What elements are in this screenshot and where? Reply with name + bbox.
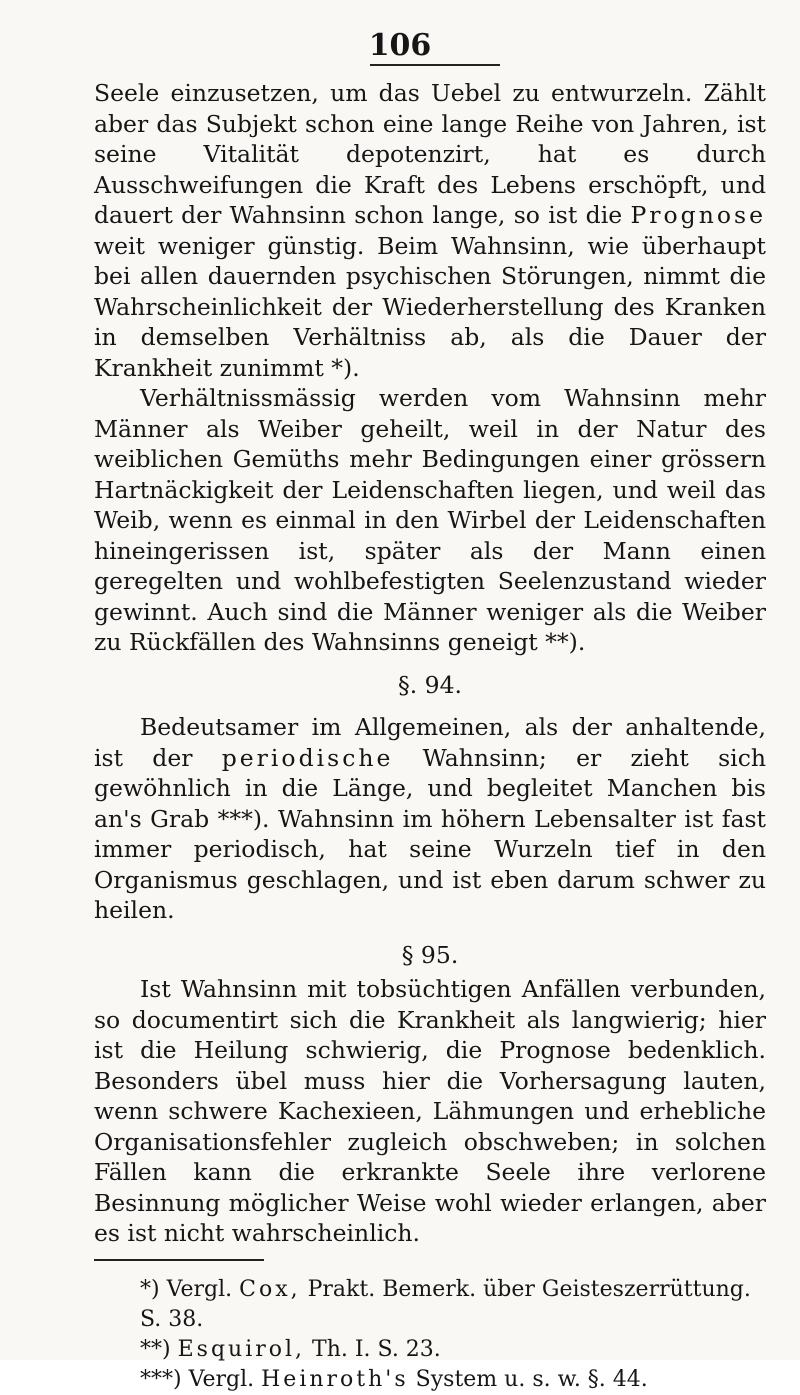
footnote-3-text: System u. s. w. §. 44.	[415, 1366, 648, 1392]
footnote-3-author: Heinroth's	[261, 1366, 409, 1392]
footnote-3-mark: ***)	[140, 1366, 182, 1392]
footnote-rule	[94, 1259, 264, 1261]
paragraph-periodic-end: Wahnsinn; er zieht sich gewöhnlich in die Länge, und begleitet Manchen bis an's Grab ***). Wahnsinn im höhern Lebensalter ist fast immer periodisch, hat seine Wurzeln tief in den Organismus geschlagen, und ist eben darum schwer zu heilen.	[94, 743, 766, 924]
section-heading-94: §. 94.	[397, 670, 463, 699]
footnotes	[94, 1275, 766, 1395]
footnote-1	[94, 1275, 766, 1335]
footnote-3-vergl: Vergl.	[188, 1366, 255, 1392]
paragraph-periodic-start: Bedeutsamer im Allgemeinen, als der anhaltende, ist der	[94, 713, 766, 772]
paragraph-prognosis-text: Seele einzusetzen, um das Uebel zu entwurzeln. Zählt aber das Subjekt schon eine lange Reihe von Jahren, ist seine Vitalität depotenzirt, hat es durch Ausschweifungen die Kraft des Lebens erschöpft, und dauert der Wahnsinn schon lange, so ist die	[94, 79, 766, 229]
footnote-1-mark: *)	[140, 1276, 160, 1302]
footnote-1-vergl: Vergl.	[166, 1276, 233, 1302]
footnote-2	[94, 1335, 766, 1365]
footnote-1-text: Prakt. Bemerk. über Geisteszerrüttung. S. 38.	[140, 1276, 751, 1332]
footnote-1-author: Cox,	[239, 1276, 301, 1302]
footnote-2-mark: **)	[140, 1336, 171, 1362]
section-heading-95: § 95.	[401, 940, 459, 969]
paragraph-prognosis-end: weit weniger günstig. Beim Wahnsinn, wie überhaupt bei allen dauernden psychischen Störungen, nimmt die Wahrscheinlichkeit der Wiederherstellung des Kranken in demselben Verhältniss ab, als die Dauer der Krankheit zunimmt *).	[94, 231, 766, 382]
footnote-2-text: Th. I. S. 23.	[312, 1336, 441, 1362]
spaced-term-periodische: periodische	[221, 743, 394, 772]
paragraph-periodic	[94, 712, 766, 926]
header-rule	[370, 64, 500, 66]
spaced-term-prognose: Prognose	[630, 201, 766, 229]
paragraph-men-women: Verhältnissmässig werden vom Wahnsinn mehr Männer als Weiber geheilt, weil in der Natur des weiblichen Gemüths mehr Bedingungen einer grössern Hartnäckigkeit der Leidenschaften liegen, und weil das Weib, wenn es einmal in den Wirbel der Leidenschaften hineingerissen ist, später als der Mann einen geregelten und wohlbefestigten Seelenzustand wieder gewinnt. Auch sind die Männer weniger als die Weiber zu Rückfällen des Wahnsinns geneigt **).	[94, 384, 766, 656]
page-body	[94, 78, 766, 1395]
page-number: 106	[368, 28, 432, 63]
paragraph-prognosis	[94, 78, 766, 383]
footnote-2-author: Esquirol,	[177, 1336, 306, 1362]
footnote-3	[94, 1365, 766, 1395]
paragraph-raving: Ist Wahnsinn mit tobsüchtigen Anfällen verbunden, so documentirt sich die Krankheit als langwierig; hier ist die Heilung schwierig, die Prognose bedenklich. Besonders übel muss hier die Vorhersagung lauten, wenn schwere Kachexieen, Lähmungen und erhebliche Organisationsfehler zugleich obschweben; in solchen Fällen kann die erkrankte Seele ihre verlorene Besinnung möglicher Weise wohl wieder erlangen, aber es ist nicht wahrscheinlich.	[94, 975, 766, 1247]
